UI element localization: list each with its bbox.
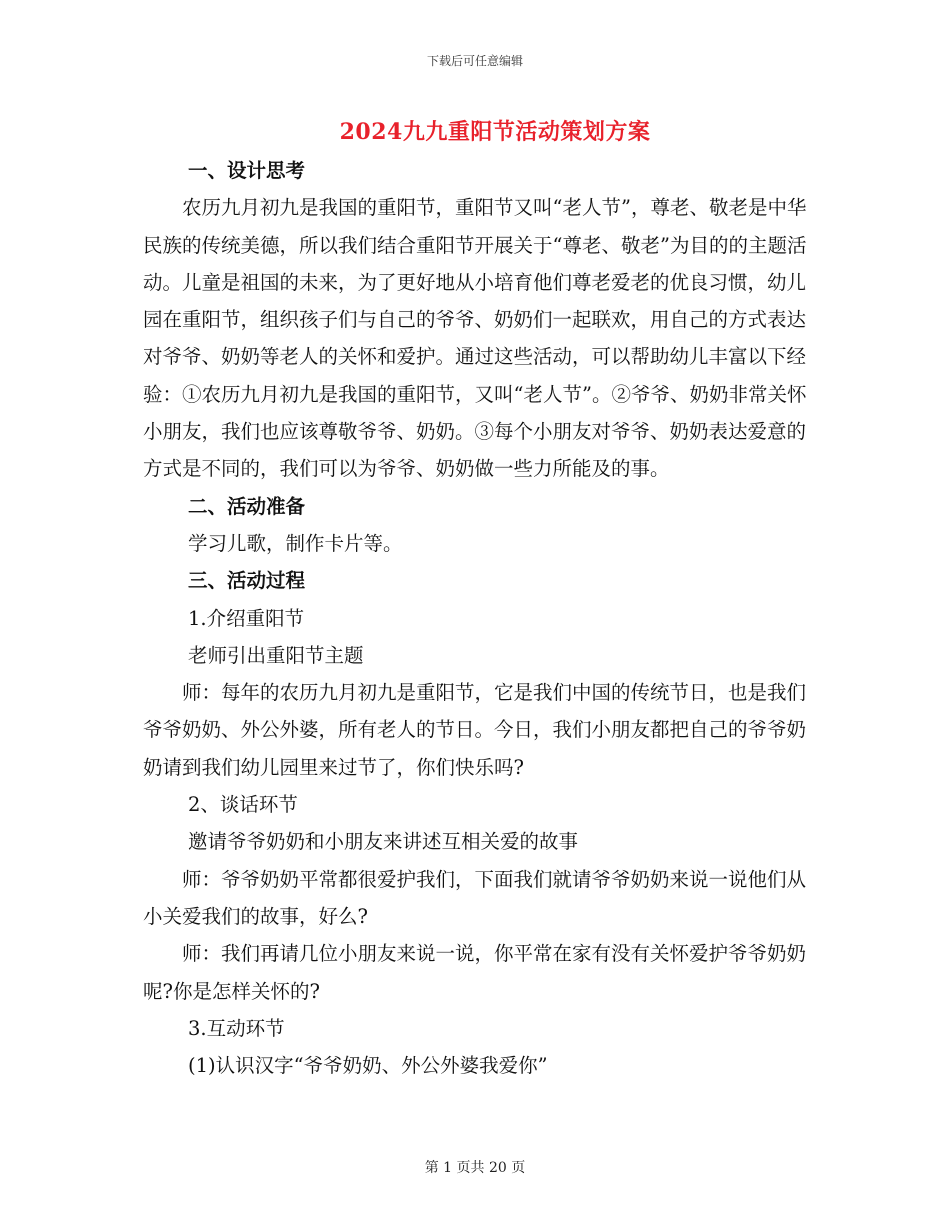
section-heading-design: 一、设计思考 [188,159,306,182]
section-heading-process: 三、活动过程 [188,569,306,593]
paragraph-teacher-speech-3: 师：我们再请几位小朋友来说一说，你平常在家有没有关怀爱护爷爷奶奶呢?你是怎样关怀的? [143,942,807,1003]
paragraph-invite: 邀请爷爷奶奶和小朋友来讲述互相关爱的故事 [188,830,579,854]
paragraph-design: 农历九月初九是我国的重阳节，重阳节又叫“老人节”，尊老、敬老是中华民族的传统美德，所以我们结合重阳节开展关于“尊老、敬老”为目的的主题活动。儿童是祖国的未来，为了更好地从小培育他们尊老爱老的优良习惯，幼儿园在重阳节，组织孩子们与自己的爷爷、奶奶们一起联欢，用自己的方式表达对爷爷、奶奶等老人的关怀和爱护。通过这些活动，可以帮助幼儿丰富以下经验：①农历九月初九是我国的重阳节，又叫“老人节”。②爷爷、奶奶非常关怀小朋友，我们也应该尊敬爷爷、奶奶。③每个小朋友对爷爷、奶奶表达爱意的方式是不同的，我们可以为爷爷、奶奶做一些力所能及的事。 [143,196,807,481]
section-heading-preparation: 二、活动准备 [188,494,306,518]
subheading-introduce: 1.介绍重阳节 [188,606,305,630]
paragraph-teacher-speech-1: 师：每年的农历九月初九是重阳节，它是我们中国的传统节日，也是我们爷爷奶奶、外公外婆，所有老人的节日。今日，我们小朋友都把自己的爷爷奶奶请到我们幼儿园里来过节了，你们快乐吗? [143,681,807,779]
document-title: 2024九九重阳节活动策划方案 [339,119,651,145]
subheading-talk: 2、谈话环节 [188,793,298,817]
subheading-interaction: 3.互动环节 [188,1016,285,1040]
page-footer: 第 1 页共 20 页 [424,1160,526,1176]
document-body [143,152,808,1084]
paragraph-recognize: (1)认识汉字“爷爷奶奶、外公外婆我爱你” [188,1054,548,1078]
page-header: 下载后可任意编辑 [426,54,523,68]
paragraph-teacher-speech-2: 师：爷爷奶奶平常都很爱护我们，下面我们就请爷爷奶奶来说一说他们从小关爱我们的故事，好么? [143,867,807,928]
paragraph-teacher-intro: 老师引出重阳节主题 [188,643,364,667]
paragraph-preparation: 学习儿歌，制作卡片等。 [188,531,403,555]
